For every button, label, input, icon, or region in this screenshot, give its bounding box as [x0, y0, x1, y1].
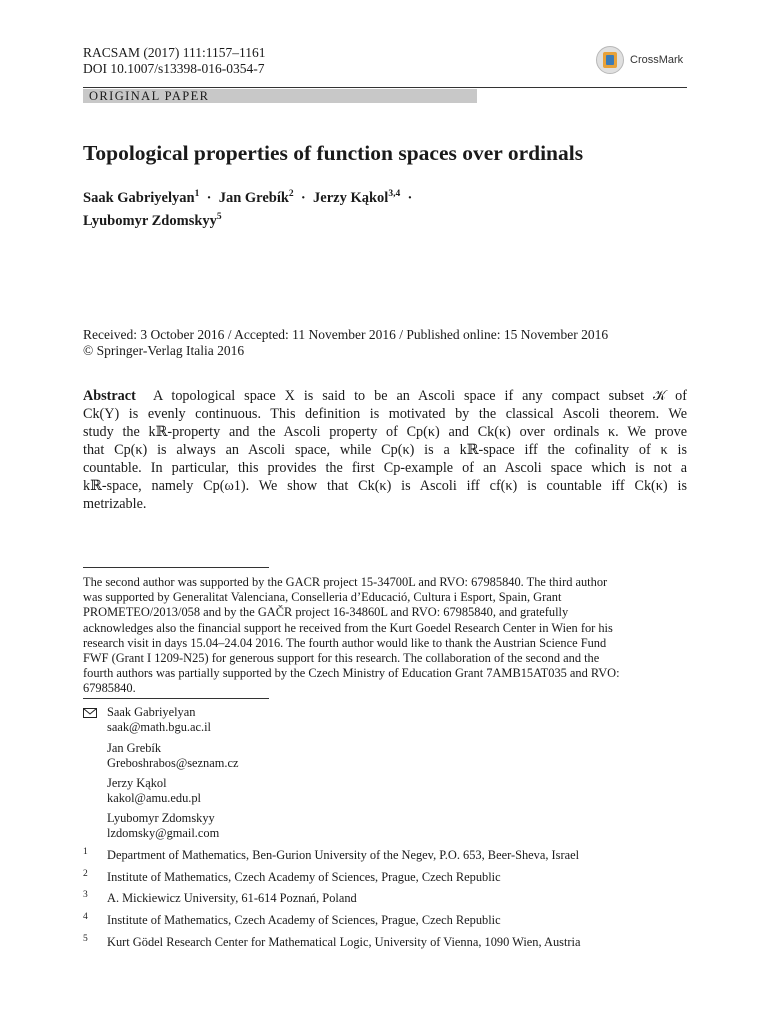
contact-name: Saak Gabriyelyan [107, 705, 196, 719]
affiliation-text: Institute of Mathematics, Czech Academy of Sciences, Prague, Czech Republic [107, 913, 501, 927]
funding-footnote [83, 575, 687, 697]
affiliation-text: Department of Mathematics, Ben-Gurion University of the Negev, P.O. 653, Beer-Sheva, Israel [107, 848, 580, 862]
abstract-label: Abstract [83, 388, 136, 404]
abstract-line: countable. In particular, this provides the first Cp-example of an Ascoli space which is not a [83, 460, 687, 476]
doi[interactable]: DOI 10.1007/s13398-016-0354-7 [83, 61, 265, 76]
abstract-line: Ck(Y) is evenly continuous. This definition is motivated by the classical Ascoli theorem. We [83, 406, 687, 422]
footnote-line: was supported by Generalitat Valenciana, Conselleria d’Educació, Cultura i Esport, Spain, Grant [83, 590, 562, 605]
author-affil-marker: 3,4 [388, 189, 401, 199]
footnote-rule [83, 567, 269, 568]
author-name: Saak Gabriyelyan [83, 189, 195, 206]
crossmark-badge[interactable] [596, 43, 716, 77]
contact-entry [107, 776, 201, 806]
author-name: Jan Grebík [218, 189, 289, 206]
footnote-line: PROMETEO/2013/058 and by the GAČR project 16-34860L and RVO: 67985840, and gratefully [83, 605, 569, 620]
contact-email[interactable]: Greboshrabos@seznam.cz [107, 756, 239, 770]
address-rule [83, 698, 269, 699]
author-affil-marker: 1 [194, 189, 200, 199]
affiliation-number: 3 [83, 890, 88, 900]
affiliation-text: Institute of Mathematics, Czech Academy of Sciences, Prague, Czech Republic [107, 870, 501, 884]
contact-entry [107, 741, 238, 771]
footnote-line: 67985840. [83, 681, 136, 696]
abstract-text: A topological space X is said to be an Ascoli space if any compact subset 𝒦 of [152, 388, 687, 404]
author-name: Jerzy Kąkol [313, 189, 389, 206]
author-name: Lyubomyr Zdomskyy [83, 212, 217, 229]
footnote-line: The second author was supported by the GACR project 15-34700L and RVO: 67985840. The third author [83, 575, 608, 589]
journal-header [83, 45, 266, 77]
abstract [83, 387, 687, 513]
footnote-line: acknowledges also the financial support he received from the Kurt Goedel Research Center in Wien for his [83, 620, 613, 635]
envelope-icon [83, 708, 97, 718]
journal-citation: RACSAM (2017) 111:1157–1161 [83, 45, 266, 60]
abstract-line: that Cp(κ) is always an Ascoli space, while Cp(κ) is a kℝ-space iff the cofinality of κ is [83, 442, 687, 458]
affiliation-number: 1 [83, 847, 88, 857]
history-line: Received: 3 October 2016 / Accepted: 11 November 2016 / Published online: 15 November 2016 [83, 327, 609, 342]
abstract-line: metrizable. [83, 496, 147, 512]
footnote-line: fourth authors was partially supported by the Czech Ministry of Education Grant 7AMB15AT035 and RVO: [83, 666, 620, 681]
contact-email[interactable]: saak@math.bgu.ac.il [107, 720, 211, 734]
affiliation-text: Kurt Gödel Research Center for Mathematical Logic, University of Vienna, 1090 Wien, Austria [107, 935, 581, 949]
affiliation-number: 4 [83, 912, 88, 922]
affiliation-number: 2 [83, 869, 88, 879]
publication-dates [83, 327, 608, 359]
crossmark-icon [596, 46, 624, 74]
section-label: ORIGINAL PAPER [89, 89, 210, 103]
crossmark-label: CrossMark [630, 54, 684, 66]
contact-entry [107, 811, 219, 841]
abstract-line: study the kℝ-property and the Ascoli property of Cp(κ) and Ck(κ) over ordinals κ. We prove [83, 424, 687, 440]
footnote-line: research visit in days 15.04–24.04 2016. The fourth author would like to thank the Austrian Science Fund [83, 635, 607, 650]
affiliation-text: A. Mickiewicz University, 61-614 Poznań, Poland [107, 891, 357, 905]
footnote-line: FWF (Grant I 1209-N25) for generous support for this research. The collaboration of the second and the [83, 651, 600, 666]
copyright-line: © Springer-Verlag Italia 2016 [83, 343, 245, 358]
contact-name: Lyubomyr Zdomskyy [107, 811, 215, 825]
contact-email[interactable]: lzdomsky@gmail.com [107, 826, 220, 840]
affiliation-number: 5 [83, 934, 88, 944]
contact-name: Jerzy Kąkol [107, 776, 167, 790]
author-affil-marker: 2 [288, 189, 294, 199]
paper-title: Topological properties of function spaces over ordinals [83, 141, 584, 165]
contact-entry [107, 705, 211, 735]
author-affil-marker: 5 [216, 211, 222, 222]
author-list: Saak Gabriyelyan$^1$ · Jan Grebík$^2$ · Jerzy Kąkol$^{3,4}$ · Lyubomyr Zdomskyy$^5$ [83, 189, 413, 229]
abstract-line [83, 387, 687, 405]
abstract-line: kℝ-space, namely Cp(ω1). We show that Ck(κ) is Ascoli iff cf(κ) is countable iff Ck(κ) is [83, 478, 687, 494]
contact-email[interactable]: kakol@amu.edu.pl [107, 791, 201, 805]
contact-name: Jan Grebík [107, 741, 162, 755]
